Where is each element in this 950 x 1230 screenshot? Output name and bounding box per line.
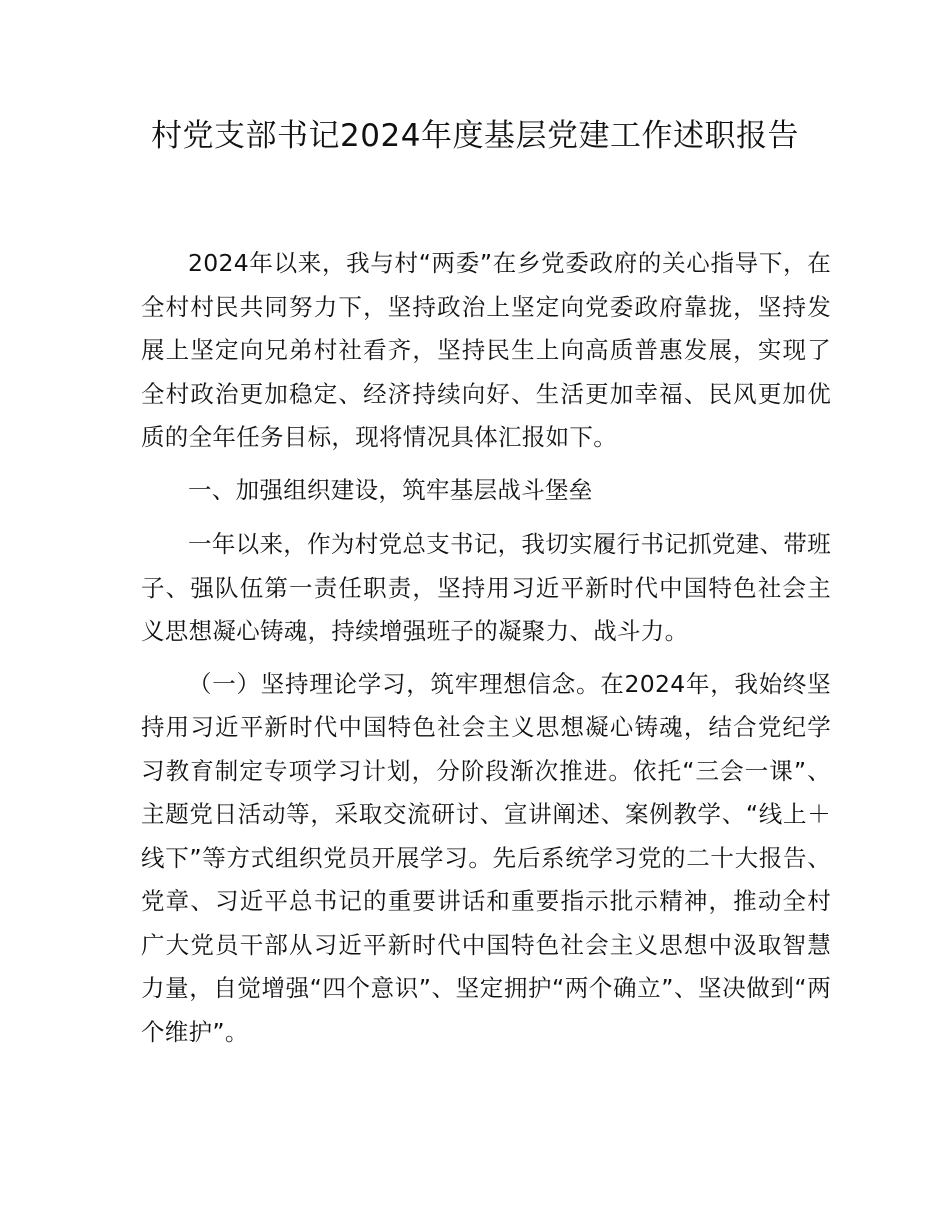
section-heading: 一、加强组织建设，筑牢基层战斗堡垒 xyxy=(188,475,593,504)
document-body xyxy=(141,242,831,1063)
document-title: 村党支部书记2024年度基层党建工作述职报告 xyxy=(151,118,799,154)
subsection-paragraph: （一）坚持理论学习，筑牢理想信念。在2024年，我始终坚持用习近平新时代中国特色社会主义思想凝心铸魂，结合党纪学习教育制定专项学习计划，分阶段渐次推进。依托“三会一课”、主题党日活动等，采取交流研讨、宣讲阐述、案例教学、“线上＋线下”等方式组织党员开展学习。先后系统学习党的二十大报告、党章、习近平总书记的重要讲话和重要指示批示精神，推动全村广大党员干部从习近平新时代中国特色社会主义思想中汲取智慧力量，自觉增强“四个意识”、坚定拥护“两个确立”、坚决做到“两个维护”。 xyxy=(141,669,831,1046)
intro-paragraph: 2024年以来，我与村“两委”在乡党委政府的关心指导下，在全村村民共同努力下，坚持政治上坚定向党委政府靠拢，坚持发展上坚定向兄弟村社看齐，坚持民生上向高质普惠发展，实现了全村政治更加稳定、经济持续向好、生活更加幸福、民风更加优质的全年任务目标，现将情况具体汇报如下。 xyxy=(141,249,831,451)
section-intro-paragraph: 一年以来，作为村党总支书记，我切实履行书记抓党建、带班子、强队伍第一责任职责，坚持用习近平新时代中国特色社会主义思想凝心铸魂，持续增强班子的凝聚力、战斗力。 xyxy=(141,530,831,645)
